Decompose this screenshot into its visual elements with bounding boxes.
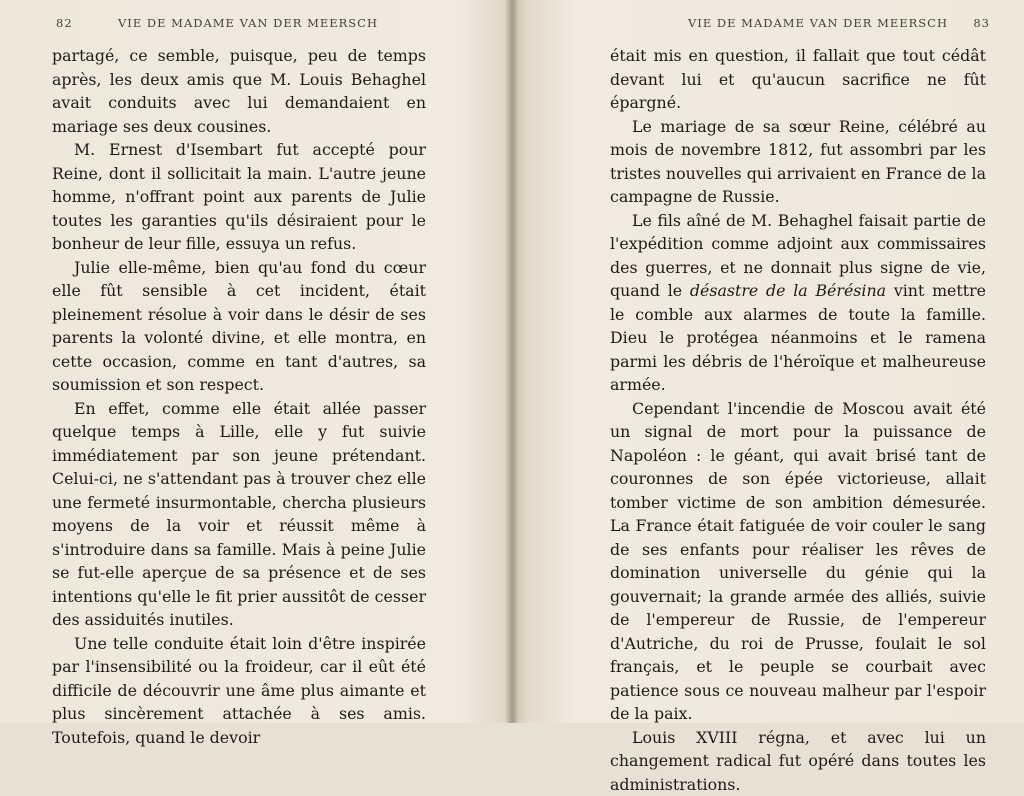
right-page — [514, 0, 1024, 723]
paragraph: partagé, ce semble, puisque, peu de temps après, les deux amis que M. Louis Behaghel avait conduits avec lui demandaient en mariage ses deux cousines. — [52, 44, 426, 138]
left-page — [0, 0, 510, 723]
paragraph-text: Le fils aîné de M. Behaghel faisait partie de l'expédition comme adjoint aux commissaires des guerres, et ne donnait plus signe de vie, quand le — [610, 211, 986, 301]
paragraph: M. Ernest d'Isembart fut accepté pour Reine, dont il sollicitait la main. L'autre jeune homme, n'offrant point aux parents de Julie toutes les garanties qu'ils désiraient pour le bonheur de leur fille, essuya un refus. — [52, 138, 426, 256]
left-page-number: 82 — [56, 16, 73, 30]
left-page-body — [52, 44, 426, 749]
paragraph: était mis en question, il fallait que tout cédât devant lui et qu'aucun sacrifice ne fût épargné. — [610, 44, 986, 115]
paragraph: Julie elle-même, bien qu'au fond du cœur elle fût sensible à cet incident, était pleinement résolue à voir dans le désir de ses parents la volonté divine, et elle montra, en cette occasion, comme en tant d'autres, sa soumission et son respect. — [52, 256, 426, 397]
right-running-head: VIE DE MADAME VAN DER MEERSCH — [688, 16, 948, 30]
left-running-head: VIE DE MADAME VAN DER MEERSCH — [118, 16, 378, 30]
paragraph: Louis XVIII régna, et avec lui un changement radical fut opéré dans toutes les administrations. — [610, 726, 986, 796]
paragraph: En effet, comme elle était allée passer quelque temps à Lille, elle y fut suivie immédiatement par son jeune prétendant. Celui-ci, ne s'attendant pas à trouver chez elle une fermeté insurmontable, chercha plusieurs moyens de la voir et réussit même à s'introduire dans sa famille. Mais à peine Julie se fut-elle aperçue de sa présence et de ses intentions qu'elle le fit prier aussitôt de cesser des assiduités inutiles. — [52, 397, 426, 632]
paragraph: Le mariage de sa sœur Reine, célébré au mois de novembre 1812, fut assombri par les tristes nouvelles qui arrivaient en France de la campagne de Russie. — [610, 115, 986, 209]
right-page-body — [610, 44, 986, 796]
paragraph-text: vint mettre le comble aux alarmes de toute la famille. Dieu le protégea néanmoins et le ramena parmi les débris de l'héroïque et malheureuse armée. — [610, 281, 986, 394]
italic-phrase: désastre de la Bérésina — [690, 281, 886, 300]
paragraph-with-italic — [610, 209, 986, 397]
paragraph: Cependant l'incendie de Moscou avait été un signal de mort pour la puissance de Napoléon : le géant, qui avait brisé tant de couronnes de son épée victorieuse, allait tomber victime de son ambition démesurée. La France était fatiguée de voir couler le sang de ses enfants pour réaliser les rêves de domination universelle du génie qui la gouvernait; la grande armée des alliés, suivie de l'empereur de Russie, de l'empereur d'Autriche, du roi de Prusse, foulait le sol français, et le peuple se courbait avec patience sous ce nouveau malheur par l'espoir de la paix. — [610, 397, 986, 726]
right-page-number: 83 — [973, 16, 990, 30]
paragraph: Une telle conduite était loin d'être inspirée par l'insensibilité ou la froideur, car il eût été difficile de découvrir une âme plus aimante et plus sincèrement attachée à ses amis. Toutefois, quand le devoir — [52, 632, 426, 750]
